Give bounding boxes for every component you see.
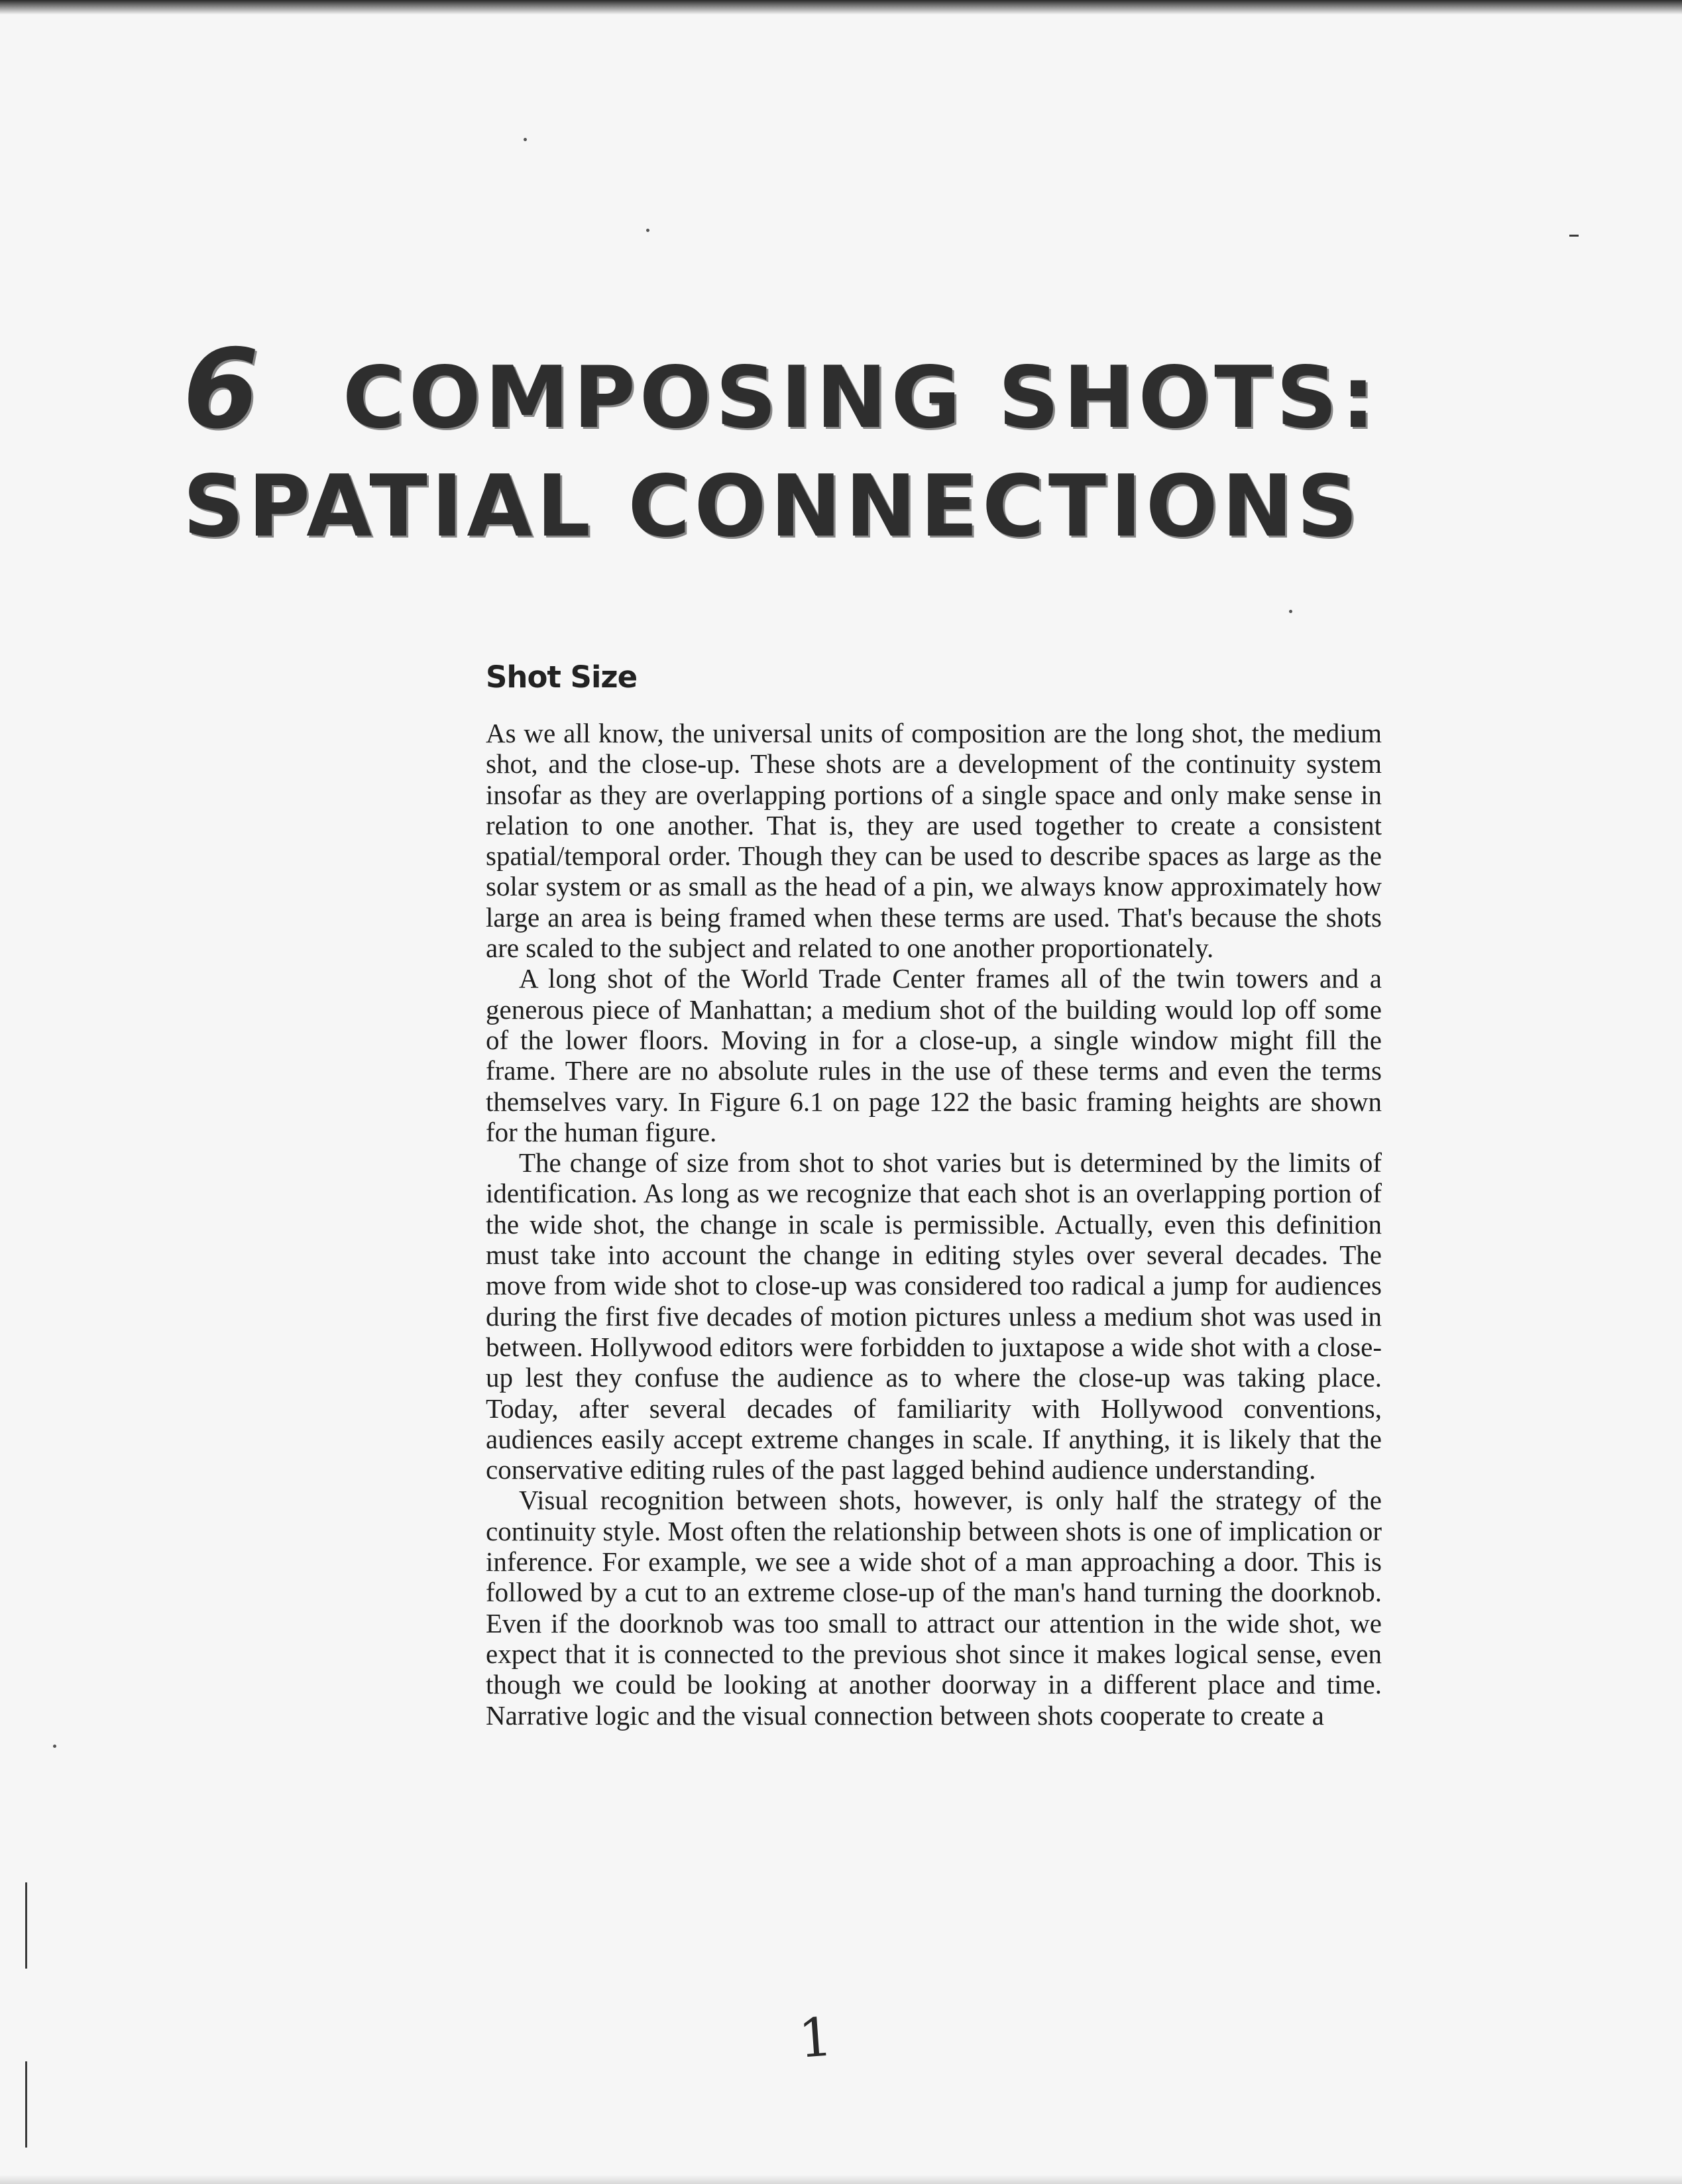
section-title: Shot Size: [486, 660, 638, 695]
paragraph-1: As we all know, the universal units of composition are the long shot, the medium shot, and the close-up. These shots are a development of the continuity system insofar as they are overlapping portions of a single space and only make sense in relation to one another. That is, they are used together to create a consistent spatial/temporal order. Though they can be used to describe spaces as large as the solar system or as small as the head of a pin, we always know approximately how large an area is being framed when these terms are used. That's because the shots are scaled to the subject and related to one another proportionately.: [486, 718, 1382, 964]
scan-speck: [646, 229, 649, 232]
body-text: [486, 718, 1382, 1731]
chapter-heading: [183, 325, 1608, 556]
chapter-heading-line-1: [183, 325, 1608, 453]
chapter-number: 6: [183, 325, 263, 453]
scan-margin-mark: [1569, 235, 1579, 237]
scan-speck: [1289, 610, 1292, 613]
scan-top-shadow: [0, 0, 1682, 15]
chapter-title-line-1: COMPOSING SHOTS:: [342, 349, 1379, 447]
chapter-title-line-2: SPATIAL CONNECTIONS: [183, 457, 1362, 556]
scan-speck: [53, 1745, 56, 1748]
paragraph-2: A long shot of the World Trade Center frames all of the twin towers and a generous piece of Manhattan; a medium shot of the building would lop off some of the lower floors. Moving in for a close-up, a single window might fill the frame. There are no absolute rules in the use of these terms and even the terms themselves vary. In Figure 6.1 on page 122 the basic framing heights are shown for the human figure.: [486, 963, 1382, 1147]
scan-margin-mark: [25, 2061, 27, 2148]
scan-margin-mark: [25, 1882, 27, 1969]
paragraph-4: Visual recognition between shots, however, is only half the strategy of the continuity style. Most often the relationship between shots is one of implication or inference. For example, we see a wide shot of a man approaching a door. This is followed by a cut to an extreme close-up of the man's hand turning the doorknob. Even if the doorknob was too small to attract our attention in the wide shot, we expect that it is connected to the previous shot since it makes logical sense, even though we could be looking at another doorway in a different place and time. Narrative logic and the visual connection between shots cooperate to create a: [486, 1485, 1382, 1731]
scan-speck: [524, 138, 527, 141]
paragraph-3: The change of size from shot to shot varies but is determined by the limits of identification. As long as we recognize that each shot is an overlapping portion of the wide shot, the change in scale is permissible. Actually, even this definition must take into account the change in editing styles over several decades. The move from wide shot to close-up was considered too radical a jump for audiences during the first five decades of motion pictures unless a medium shot was used in between. Hollywood editors were forbidden to juxtapose a wide shot with a close-up lest they confuse the audience as to where the close-up was taking place. Today, after several decades of familiarity with Hollywood conventions, audiences easily accept extreme changes in scale. If anything, it is likely that the conservative editing rules of the past lagged behind audience understanding.: [486, 1147, 1382, 1485]
scan-bottom-edge: [0, 2175, 1682, 2184]
handwritten-page-number: 1: [796, 2006, 835, 2070]
